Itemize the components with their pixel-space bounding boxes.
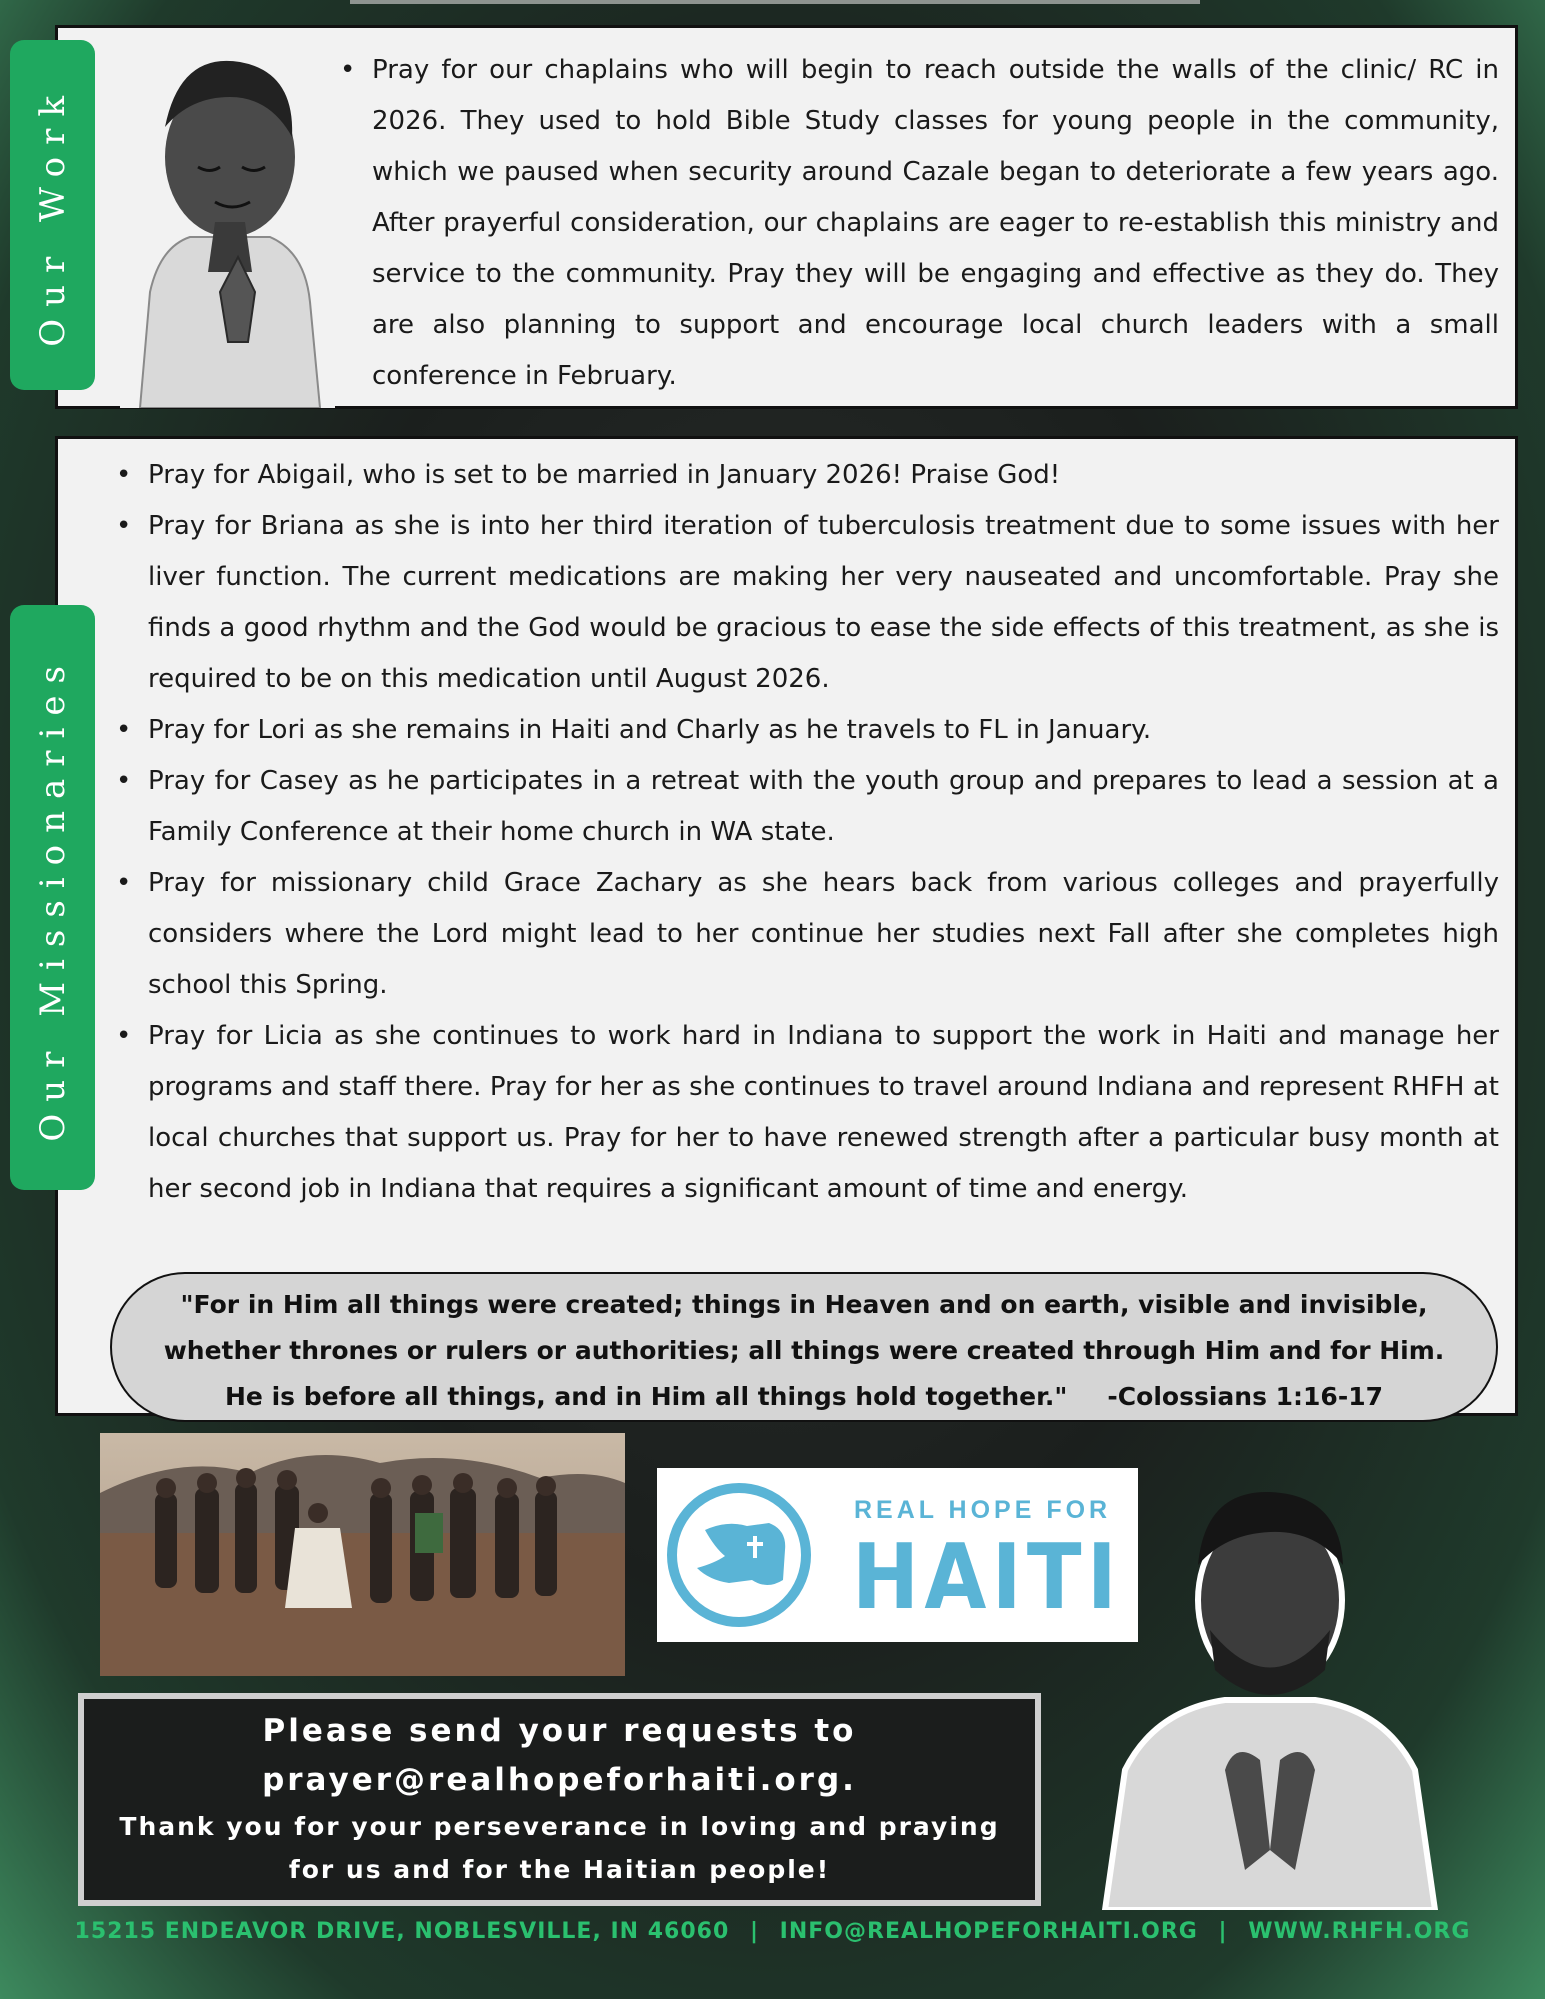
request-line: Please send your requests to bbox=[262, 1713, 857, 1749]
top-divider bbox=[350, 0, 1200, 4]
footer-address: 15215 ENDEAVOR DRIVE, NOBLESVILLE, IN 46060 bbox=[74, 1919, 730, 1944]
logo-line1: REAL HOPE FOR bbox=[854, 1496, 1112, 1524]
praying-man-photo bbox=[1085, 1470, 1455, 1910]
footer-separator: | bbox=[749, 1919, 759, 1944]
list-item: • Pray for Casey as he participates in a retreat with the youth group and prepares to lead a session at a Family Conference at their home church in WA state. bbox=[148, 756, 1499, 858]
our-work-tab-label: Our Work bbox=[32, 83, 73, 347]
group-prayer-photo bbox=[100, 1433, 625, 1676]
quote-reference: -Colossians 1:16-17 bbox=[1107, 1382, 1383, 1411]
request-line: Thank you for your perseverance in loving and praying bbox=[119, 1812, 1000, 1841]
our-work-tab bbox=[10, 40, 95, 390]
footer-separator: | bbox=[1218, 1919, 1228, 1944]
list-item: • Pray for Licia as she continues to work hard in Indiana to support the work in Haiti and manage her programs and staff there. Pray for her as she continues to travel around Indiana and represent RHFH at local churches that support us. Pray for her to have renewed strength after a particular busy month at her second job in Indiana that requires a significant amount of time and energy. bbox=[148, 1011, 1499, 1215]
scripture-quote bbox=[110, 1272, 1498, 1422]
prayer-email-link[interactable]: prayer@realhopeforhaiti.org. bbox=[262, 1762, 857, 1798]
praying-child-photo bbox=[120, 42, 335, 408]
list-item: • Pray for our chaplains who will begin to reach outside the walls of the clinic/ RC in 2026. They used to hold Bible Study classes for young people in the community, which we paused when security around Cazale began to deteriorate a few years ago. After prayerful consideration, our chaplains are eager to re-establish this ministry and service to the community. Pray they will be engaging and effective as they do. They are also planning to support and encourage local church leaders with a small conference in February. bbox=[372, 45, 1499, 402]
quote-line bbox=[112, 1374, 1496, 1420]
logo-line2: HAITI bbox=[852, 1525, 1122, 1630]
quote-line: "For in Him all things were created; things in Heaven and on earth, visible and invisible, bbox=[180, 1290, 1428, 1319]
footer-website-link[interactable]: WWW.RHFH.ORG bbox=[1248, 1919, 1471, 1944]
list-item: • Pray for missionary child Grace Zachary as she hears back from various colleges and prayerfully considers where the Lord might lead to her continue her studies next Fall after she completes high school this Spring. bbox=[148, 858, 1499, 1011]
real-hope-for-haiti-logo bbox=[657, 1468, 1138, 1642]
quote-line-text: He is before all things, and in Him all things hold together." bbox=[224, 1382, 1068, 1411]
list-item: • Pray for Lori as she remains in Haiti and Charly as he travels to FL in January. bbox=[148, 705, 1499, 756]
footer bbox=[0, 1919, 1545, 1944]
footer-email-link[interactable]: INFO@REALHOPEFORHAITI.ORG bbox=[779, 1919, 1198, 1944]
prayer-request-box bbox=[78, 1693, 1041, 1906]
haiti-map-icon bbox=[657, 1468, 1138, 1642]
our-missionaries-list bbox=[148, 450, 1499, 1215]
our-work-list bbox=[372, 45, 1499, 402]
list-item: • Pray for Abigail, who is set to be married in January 2026! Praise God! bbox=[148, 450, 1499, 501]
list-item: • Pray for Briana as she is into her third iteration of tuberculosis treatment due to some issues with her liver function. The current medications are making her very nauseated and uncomfortable. Pray she finds a good rhythm and the God would be gracious to ease the side effects of this treatment, as she is required to be on this medication until August 2026. bbox=[148, 501, 1499, 705]
our-missionaries-tab bbox=[10, 605, 95, 1190]
request-line: for us and for the Haitian people! bbox=[288, 1855, 831, 1884]
our-missionaries-tab-label: Our Missionaries bbox=[32, 653, 73, 1142]
quote-line: whether thrones or rulers or authorities; all things were created through Him and for Him. bbox=[163, 1336, 1445, 1365]
